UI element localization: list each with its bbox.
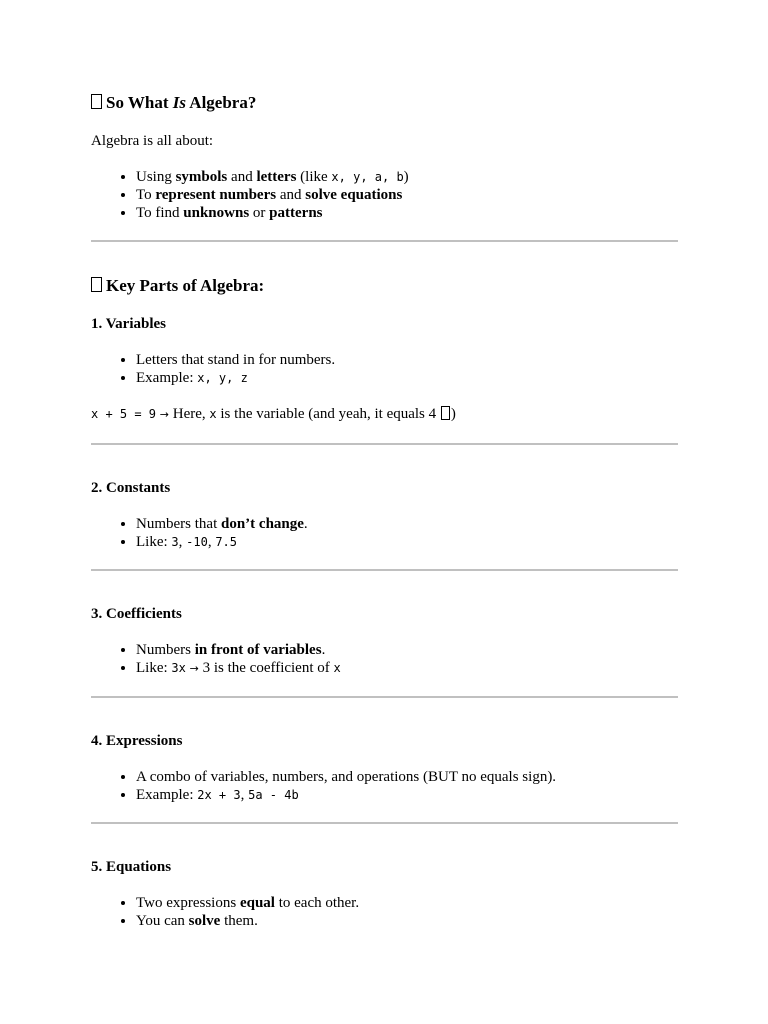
variables-list <box>91 351 678 387</box>
list-item: • Two expressions equal to each other. <box>136 894 678 912</box>
list-item: • Like: 3, -10, 7.5 <box>136 533 678 551</box>
list-item: • Numbers that don’t change. <box>136 515 678 533</box>
intro-paragraph: Algebra is all about: <box>91 133 214 149</box>
divider <box>91 443 678 445</box>
variable-example: x + 5 = 9 → Here, x is the variable (and yeah, it equals 4 ) <box>91 406 456 422</box>
subheading-constants: 2. Constants <box>91 480 171 496</box>
section-heading-key-parts: Key Parts of Algebra: <box>91 276 678 296</box>
section-heading-what-is-algebra: So What Is Algebra? <box>91 93 678 113</box>
square-glyph-icon <box>91 277 102 292</box>
subheading-expressions: 4. Expressions <box>91 733 183 749</box>
equations-list <box>91 894 678 930</box>
list-item: • Letters that stand in for numbers. <box>136 351 678 369</box>
list-item: • A combo of variables, numbers, and operations (BUT no equals sign). <box>136 768 678 786</box>
coefficients-list <box>91 641 678 678</box>
list-item: • Numbers in front of variables. <box>136 641 678 659</box>
list-item: • Example: 2x + 3, 5a - 4b <box>136 786 678 804</box>
divider <box>91 822 678 824</box>
subheading-variables: 1. Variables <box>91 316 167 332</box>
divider <box>91 569 678 571</box>
divider <box>91 240 678 242</box>
list-item: • Using symbols and letters (like x, y, a, b) <box>136 168 678 186</box>
subheading-coefficients: 3. Coefficients <box>91 606 182 622</box>
subheading-equations: 5. Equations <box>91 859 172 875</box>
square-glyph-icon <box>91 94 102 109</box>
square-glyph-icon <box>441 406 450 420</box>
list-item: • You can solve them. <box>136 912 678 930</box>
constants-list <box>91 515 678 551</box>
list-item: • Example: x, y, z <box>136 369 678 387</box>
divider <box>91 696 678 698</box>
document-content <box>91 93 678 930</box>
expressions-list <box>91 768 678 804</box>
list-item: • Like: 3x → 3 is the coefficient of x <box>136 659 678 678</box>
list-item: • To find unknowns or patterns <box>136 204 678 222</box>
algebra-about-list <box>91 168 678 222</box>
list-item: • To represent numbers and solve equations <box>136 186 678 204</box>
